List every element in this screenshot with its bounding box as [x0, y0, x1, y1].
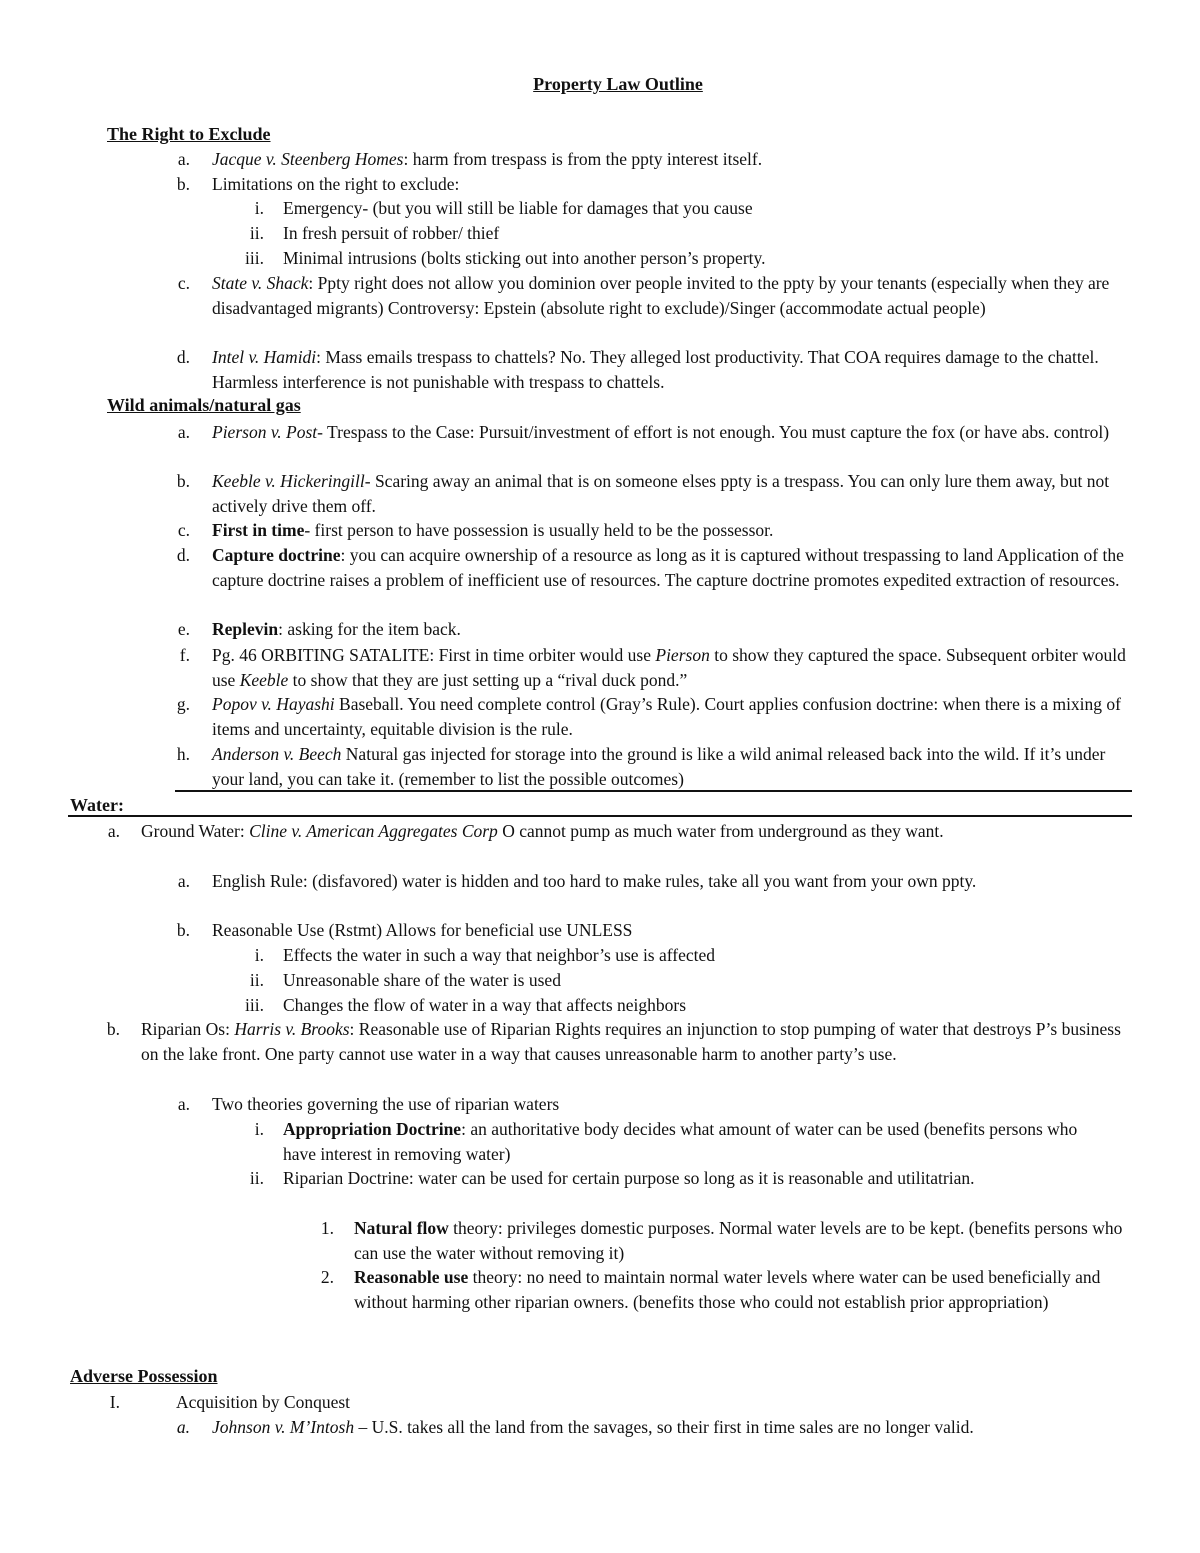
- bold-term: Replevin: [212, 619, 279, 639]
- section-heading-right-to-exclude: The Right to Exclude: [107, 124, 271, 144]
- bold-term: First in time: [212, 520, 305, 540]
- list-marker: b.: [176, 471, 190, 491]
- horizontal-rule: [68, 815, 1132, 817]
- list-text: Intel v. Hamidi: Mass emails trespass to chattels? No. They alleged lost productivity. That COA requires damage to the chattel. Harmless interference is not punishable with trespass to chattels.: [212, 347, 1099, 392]
- list-marker: b.: [176, 920, 190, 940]
- section-heading-water: Water:: [70, 795, 124, 815]
- list-text: Emergency- (but you will still be liable for damages that you cause: [283, 198, 753, 218]
- list-marker: ii.: [249, 1168, 264, 1188]
- list-marker: i.: [254, 945, 264, 965]
- list-text: Riparian Doctrine: water can be used for certain purpose so long as it is reasonable and utilitatrian.: [283, 1168, 975, 1188]
- list-text: Pierson v. Post- Trespass to the Case: Pursuit/investment of effort is not enough. You must capture the fox (or have abs. control): [212, 422, 1110, 442]
- list-text: State v. Shack: Ppty right does not allow you dominion over people invited to the ppty by your tenants (especially when they are disadvantaged migrants) Controversy: Epstein (absolute right to exclude)/Singer (accommodate actual people): [212, 273, 1110, 318]
- list-marker: d.: [176, 347, 190, 367]
- list-marker: f.: [179, 645, 190, 665]
- list-text: In fresh persuit of robber/ thief: [283, 223, 500, 243]
- case-name: Harris v. Brooks: [234, 1019, 350, 1039]
- list-marker: g.: [176, 694, 190, 714]
- list-text: Effects the water in such a way that neighbor’s use is affected: [283, 945, 716, 965]
- list-text: Johnson v. M’Intosh – U.S. takes all the land from the savages, so their first in time sales are no longer valid.: [212, 1417, 974, 1437]
- list-marker: a.: [177, 422, 190, 442]
- case-name: Cline v. American Aggregates Corp: [249, 821, 498, 841]
- list-text: Pg. 46 ORBITING SATALITE: First in time orbiter would use Pierson to show they captured the space. Subsequent orbiter would use Keeble to show that they are just setting up a “rival duck pond.”: [212, 645, 1126, 690]
- list-marker: ii.: [249, 970, 264, 990]
- list-marker: a.: [177, 871, 190, 891]
- list-text: Reasonable Use (Rstmt) Allows for beneficial use UNLESS: [212, 920, 633, 940]
- case-name: State v. Shack: [212, 273, 309, 293]
- list-marker: b.: [176, 174, 190, 194]
- section-heading-adverse-possession: Adverse Possession: [70, 1366, 218, 1386]
- list-text: Limitations on the right to exclude:: [212, 174, 460, 194]
- case-name: Popov v. Hayashi: [212, 694, 335, 714]
- bold-term: Appropriation Doctrine: [283, 1119, 462, 1139]
- list-marker: a.: [107, 821, 120, 841]
- list-marker: ii.: [249, 223, 264, 243]
- list-text: Keeble v. Hickeringill- Scaring away an animal that is on someone elses ppty is a trespass. You can only lure them away, but not actively drive them off.: [212, 471, 1110, 516]
- list-marker: i.: [254, 198, 264, 218]
- list-text: Jacque v. Steenberg Homes: harm from trespass is from the ppty interest itself.: [212, 149, 763, 169]
- list-text: Ground Water: Cline v. American Aggregates Corp O cannot pump as much water from underground as they want.: [141, 821, 944, 841]
- list-marker: i.: [254, 1119, 264, 1139]
- case-name: Anderson v. Beech: [212, 744, 342, 764]
- list-marker: I.: [109, 1392, 120, 1412]
- bold-term: Natural flow: [354, 1218, 449, 1238]
- list-text: Changes the flow of water in a way that affects neighbors: [283, 995, 687, 1015]
- list-marker: b.: [106, 1019, 120, 1039]
- list-text: Appropriation Doctrine: an authoritative body decides what amount of water can be used (benefits persons who have interest in removing water): [283, 1119, 1078, 1164]
- section-heading-wild-animals: Wild animals/natural gas: [107, 395, 301, 415]
- list-marker: e.: [177, 619, 190, 639]
- case-name: Pierson v. Post-: [212, 422, 323, 442]
- list-text: Popov v. Hayashi Baseball. You need complete control (Gray’s Rule). Court applies confusion doctrine: when there is a mixing of items and uncertainty, equitable division is the rule.: [212, 694, 1121, 739]
- list-marker: d.: [176, 545, 190, 565]
- list-marker: h.: [176, 744, 190, 764]
- list-text: Two theories governing the use of riparian waters: [212, 1094, 560, 1114]
- list-text: Acquisition by Conquest: [176, 1392, 351, 1412]
- list-marker: a.: [177, 1094, 190, 1114]
- case-name: Johnson v. M’Intosh: [212, 1417, 355, 1437]
- bold-term: Reasonable use: [354, 1267, 469, 1287]
- horizontal-rule: [175, 790, 1132, 792]
- case-name: Keeble: [239, 669, 289, 690]
- list-marker: iii.: [245, 248, 264, 268]
- list-marker: 2.: [320, 1267, 334, 1287]
- list-marker: iii.: [245, 995, 264, 1015]
- list-marker: a.: [176, 1417, 190, 1437]
- case-name: Pierson: [655, 645, 710, 665]
- page-title: Property Law Outline: [533, 74, 703, 94]
- case-name: Keeble v. Hickeringill-: [212, 471, 371, 491]
- case-name: Jacque v. Steenberg Homes: [212, 149, 404, 169]
- list-text: English Rule: (disfavored) water is hidden and too hard to make rules, take all you want from your own ppty.: [212, 871, 977, 891]
- list-marker: c.: [177, 520, 190, 540]
- list-marker: a.: [177, 149, 190, 169]
- list-text: First in time- first person to have possession is usually held to be the possessor.: [212, 520, 774, 540]
- case-name: Intel v. Hamidi: [212, 347, 317, 367]
- list-text: Natural flow theory: privileges domestic purposes. Normal water levels are to be kept. (benefits persons who can use the water without removing it): [354, 1218, 1123, 1263]
- list-text: Unreasonable share of the water is used: [283, 970, 561, 990]
- list-text: Anderson v. Beech Natural gas injected for storage into the ground is like a wild animal released back into the wild. If it’s under your land, you can take it. (remember to list the possible outcomes): [212, 744, 1106, 789]
- list-text: Reasonable use theory: no need to maintain normal water levels where water can be used beneficially and without harming other riparian owners. (benefits those who could not establish prior appropriation): [354, 1267, 1101, 1312]
- bold-term: Capture doctrine: [212, 545, 341, 565]
- list-text: Minimal intrusions (bolts sticking out into another person’s property.: [283, 248, 766, 268]
- list-marker: 1.: [320, 1218, 334, 1238]
- list-text: Replevin: asking for the item back.: [212, 619, 461, 639]
- list-marker: c.: [177, 273, 190, 293]
- list-text: Riparian Os: Harris v. Brooks: Reasonable use of Riparian Rights requires an injunction to stop pumping of water that destroys P’s business on the lake front. One party cannot use water in a way that causes unreasonable harm to another party’s use.: [141, 1019, 1121, 1064]
- list-text: Capture doctrine: you can acquire ownership of a resource as long as it is captured without trespassing to land Application of the capture doctrine raises a problem of inefficient use of resources. The capture doctrine promotes expedited extraction of resources.: [212, 545, 1124, 590]
